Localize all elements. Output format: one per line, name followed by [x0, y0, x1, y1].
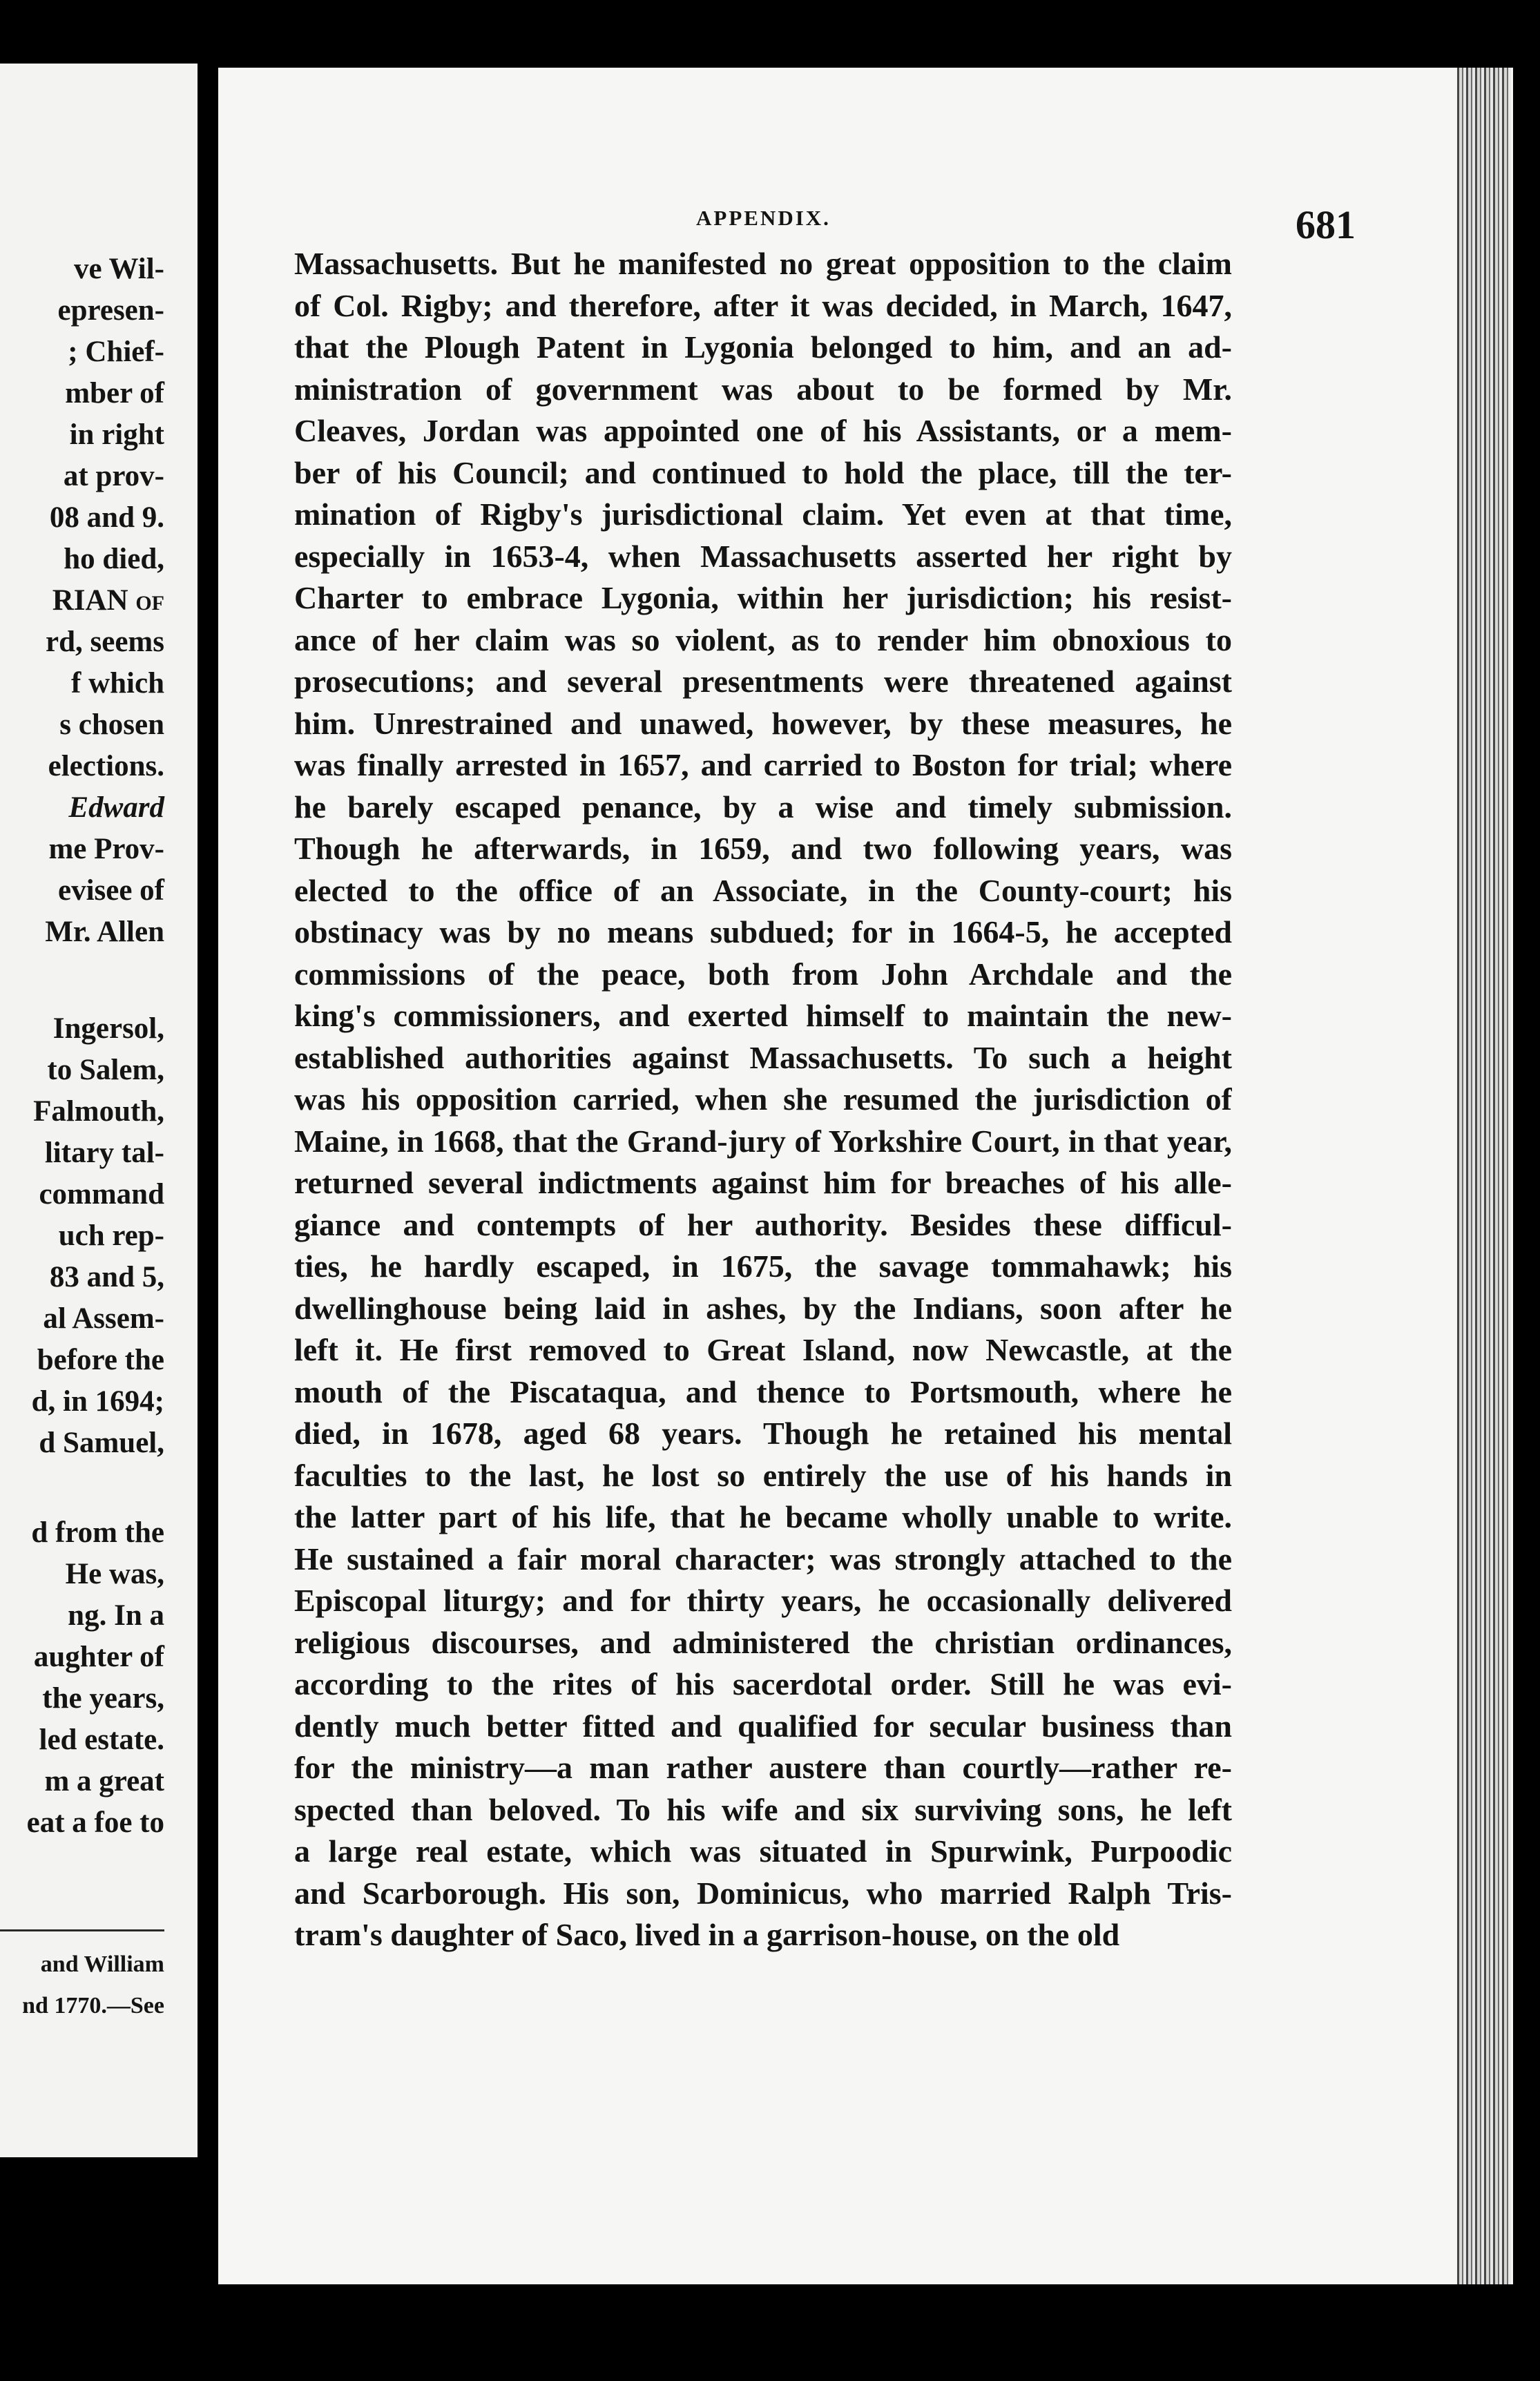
text-line: was finally arrested in 1657, and carried to Boston for trial; where [294, 747, 1232, 782]
text-line: Massachusetts. But he manifested no great opposition to the claim [294, 246, 1232, 281]
body-text [294, 243, 1232, 1956]
footnote-rule [0, 1929, 164, 1931]
left-text-line: Ingersol, [52, 1012, 164, 1045]
text-line: tram's daughter of Saco, lived in a garrison-house, on the old [294, 1917, 1120, 1952]
left-text-line: the years, [42, 1682, 164, 1715]
left-text-line: Falmouth, [33, 1095, 164, 1128]
text-line: Though he afterwards, in 1659, and two following years, was [294, 831, 1232, 866]
left-text-line: ho died, [64, 543, 164, 575]
text-line: He sustained a fair moral character; was strongly attached to the [294, 1541, 1232, 1577]
left-text-line: ng. In a [68, 1599, 164, 1632]
left-text-line: evisee of [57, 874, 164, 907]
left-text-line: me Prov- [48, 833, 164, 865]
left-text-line: elections. [48, 750, 164, 782]
text-line: ties, he hardly escaped, in 1675, the savage tommahawk; his [294, 1249, 1232, 1284]
text-line: established authorities against Massachusetts. To such a height [294, 1039, 1232, 1075]
text-line: dwellinghouse being laid in ashes, by the Indians, soon after he [294, 1290, 1232, 1326]
left-text-line: ve Wil- [74, 253, 164, 285]
text-line: Charter to embrace Lygonia, within her jurisdiction; his resist- [294, 580, 1232, 615]
left-text-line: command [39, 1178, 164, 1211]
left-text-line: RIAN of [52, 584, 164, 617]
text-line: was his opposition carried, when she resumed the jurisdiction of [294, 1081, 1232, 1117]
text-line: obstinacy was by no means subdued; for in 1664-5, he accepted [294, 914, 1232, 949]
text-line: religious discourses, and administered the christian ordinances, [294, 1624, 1232, 1660]
text-line: for the ministry—a man rather austere than courtly—rather re- [294, 1750, 1232, 1785]
text-line: especially in 1653-4, when Massachusetts asserted her right by [294, 538, 1232, 574]
text-line: giance and contempts of her authority. Besides these difficul- [294, 1206, 1232, 1242]
text-line: mouth of the Piscataqua, and thence to Portsmouth, where he [294, 1373, 1232, 1409]
text-line: returned several indictments against him for breaches of his alle- [294, 1165, 1232, 1200]
left-text-line: rd, seems [46, 626, 164, 658]
text-line: left it. He first removed to Great Island, now Newcastle, at the [294, 1332, 1232, 1367]
text-line: mination of Rigby's jurisdictional claim. Yet even at that time, [294, 497, 1232, 532]
left-footnote-line: and William [40, 1951, 164, 1977]
left-footnote-line: nd 1770.—See [22, 1993, 164, 2018]
left-text-line: s chosen [59, 708, 164, 741]
left-text-line: mber of [65, 377, 164, 409]
left-text-line: to Salem, [47, 1054, 164, 1086]
text-line: ministration of government was about to be formed by Mr. [294, 371, 1232, 407]
text-line: spected than beloved. To his wife and six surviving sons, he left [294, 1791, 1232, 1827]
running-head: APPENDIX. [696, 206, 831, 230]
text-line: Cleaves, Jordan was appointed one of his Assistants, or a mem- [294, 413, 1232, 448]
text-line: elected to the office of an Associate, in the County-court; his [294, 872, 1232, 908]
text-line: that the Plough Patent in Lygonia belonged to him, and an ad- [294, 329, 1232, 365]
left-text-line: aughter of [33, 1641, 164, 1673]
text-line: the latter part of his life, that he became wholly unable to write. [294, 1499, 1232, 1534]
left-text-line: 08 and 9. [49, 501, 164, 534]
text-line: faculties to the last, he lost so entirely the use of his hands in [294, 1457, 1232, 1493]
text-line: according to the rites of his sacerdotal order. Still he was evi- [294, 1666, 1232, 1702]
left-text-line: 83 and 5, [49, 1261, 164, 1293]
left-text-line: uch rep- [58, 1220, 164, 1252]
text-line: king's commissioners, and exerted himself to maintain the new- [294, 998, 1232, 1033]
text-line: Episcopal liturgy; and for thirty years, he occasionally delivered [294, 1583, 1232, 1618]
left-text-line: d from the [31, 1516, 164, 1549]
left-text-line: d, in 1694; [31, 1385, 164, 1418]
left-text-line: f which [71, 667, 164, 700]
left-text-line: Mr. Allen [45, 916, 164, 948]
left-text-line: m a great [44, 1765, 164, 1797]
text-line: and Scarborough. His son, Dominicus, who married Ralph Tris- [294, 1875, 1232, 1911]
text-line: him. Unrestrained and unawed, however, by these measures, he [294, 705, 1232, 741]
left-page-fragment [0, 64, 198, 2157]
page-edge-shadow [1457, 68, 1511, 2284]
left-text-line: al Assem- [43, 1302, 164, 1335]
left-text-line: d Samuel, [39, 1427, 164, 1459]
text-line: a large real estate, which was situated in Spurwink, Purpoodic [294, 1833, 1232, 1869]
left-text-line: eat a foe to [26, 1806, 164, 1839]
text-line: dently much better fitted and qualified for secular business than [294, 1708, 1232, 1744]
left-text-line: epresen- [57, 294, 164, 327]
text-line: of Col. Rigby; and therefore, after it was decided, in March, 1647, [294, 287, 1232, 323]
text-line: commissions of the peace, both from John Archdale and the [294, 956, 1232, 992]
text-line: Maine, in 1668, that the Grand-jury of Yorkshire Court, in that year, [294, 1123, 1232, 1159]
text-line: prosecutions; and several presentments were threatened against [294, 664, 1232, 699]
page-number: 681 [1296, 202, 1356, 247]
left-text-line: He was, [65, 1558, 164, 1590]
text-line: ber of his Council; and continued to hold the place, till the ter- [294, 454, 1232, 490]
left-text-line: Edward [68, 791, 164, 824]
left-text-line: led estate. [39, 1724, 164, 1756]
left-text-line: ; Chief- [68, 336, 164, 368]
left-text-line: in right [69, 418, 164, 451]
text-line: he barely escaped penance, by a wise and timely submission. [294, 789, 1232, 825]
text-line: died, in 1678, aged 68 years. Though he retained his mental [294, 1416, 1232, 1451]
left-text-line: litary tal- [44, 1137, 164, 1169]
text-line: ance of her claim was so violent, as to render him obnoxious to [294, 621, 1232, 657]
left-text-line: at prov- [63, 460, 164, 492]
left-text-line: before the [37, 1344, 164, 1376]
